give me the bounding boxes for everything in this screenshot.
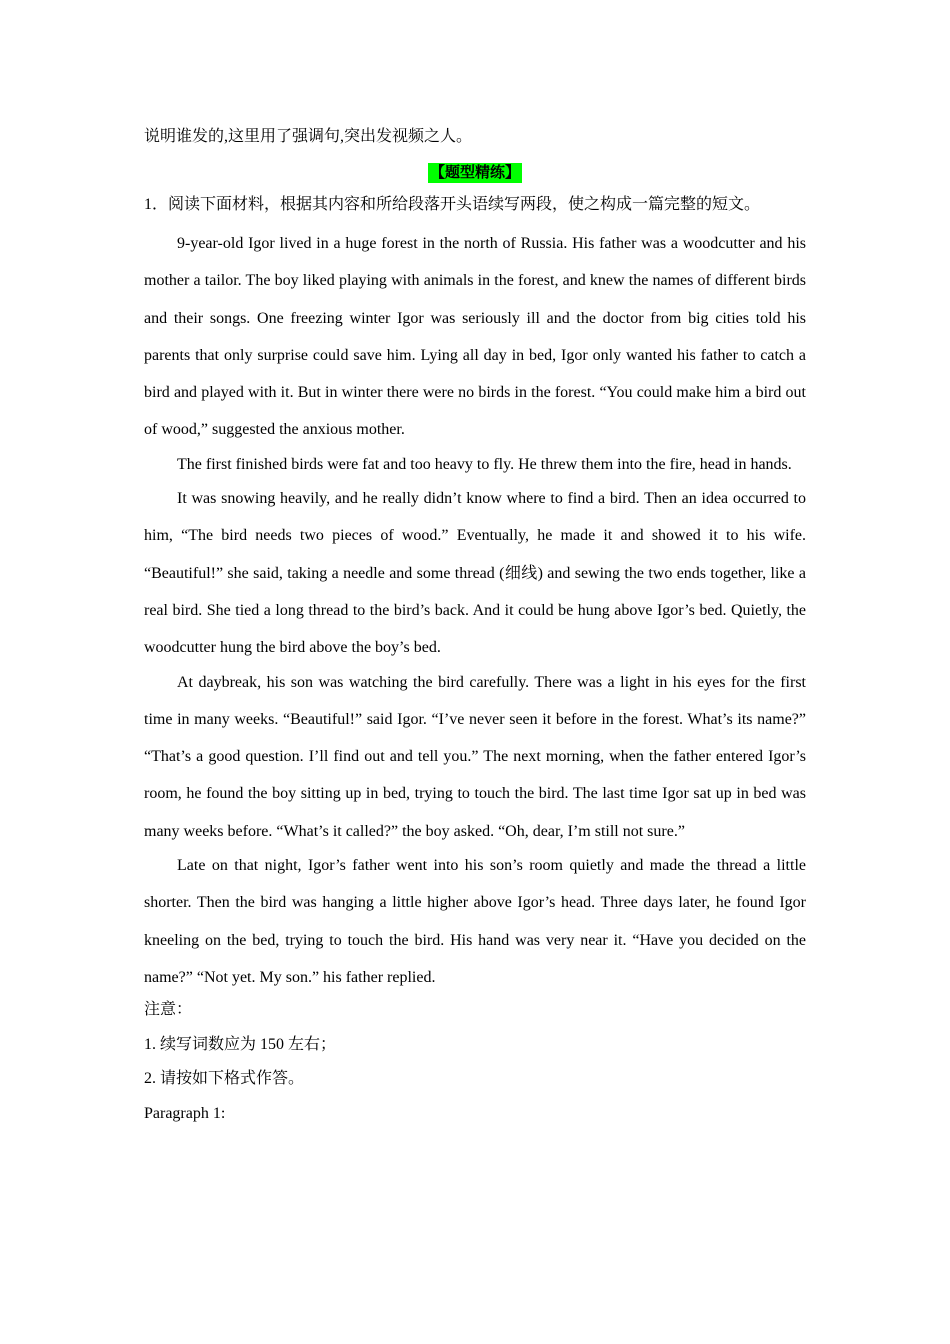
intro-fragment: 说明谁发的,这里用了强调句,突出发视频之人。 [144,128,473,145]
paragraph-1-label: Paragraph 1: [144,1104,226,1122]
story-paragraph-5: Late on that night, Igor’s father went into his son’s room quietly and made the thread a little shorter. Then the bird was hanging a little higher above Igor’s head. Three days later, he found Igor kneeling on the bed, trying to touch the bird. His hand was very near it. “Have you decided on the name?” “Not yet. My son.” his father replied. [144,857,806,986]
story-paragraph-4: At daybreak, his son was watching the bird carefully. There was a light in his eyes for the first time in many weeks. “Beautiful!” said Igor. “I’ve never seen it before in the forest. What’s its name?” “That’s a good question. I’ll find out and tell you.” The next morning, when the father entered Igor’s room, he found the boy sitting up in bed, trying to touch the bird. The last time Igor sat up in bed was many weeks before. “What’s it called?” the boy asked. “Oh, dear, I’m still not sure.” [144,673,806,840]
notes-item-1: 1. 续写词数应为 150 左右； [144,1035,337,1053]
notes-item-2: 2. 请按如下格式作答。 [144,1070,305,1088]
story-paragraph-2: The first finished birds were fat and too heavy to fly. He threw them into the fire, head in hands. [177,455,792,473]
story-paragraph-3: It was snowing heavily, and he really didn’t know where to find a bird. Then an idea occurred to him, “The bird needs two pieces of wood.” Eventually, he made it and showed it to his wife. “Beautiful!” she said, taking a needle and some thread (细线) and sewing the two ends together, like a real bird. She tied a long thread to the bird’s back. And it could be hung above Igor’s bed. Quietly, the woodcutter hung the bird above the boy’s bed. [144,490,806,657]
question-prompt: 1．阅读下面材料，根据其内容和所给段落开头语续写两段，使之构成一篇完整的短文。 [144,196,761,213]
story-paragraph-1: 9-year-old Igor lived in a huge forest in the north of Russia. His father was a woodcutter and his mother a tailor. The boy liked playing with animals in the forest, and knew the names of different birds and their songs. One freezing winter Igor was seriously ill and the doctor from big cities told his parents that only surprise could save him. Lying all day in bed, Igor only wanted his father to catch a bird and played with it. But in winter there were no birds in the forest. “You could make him a bird out of wood,” suggested the anxious mother. [144,235,806,439]
notes-heading: 注意： [144,1001,193,1019]
section-title: 【题型精练】 [429,165,520,181]
section-title-row [144,158,806,188]
document-page [144,122,806,1131]
